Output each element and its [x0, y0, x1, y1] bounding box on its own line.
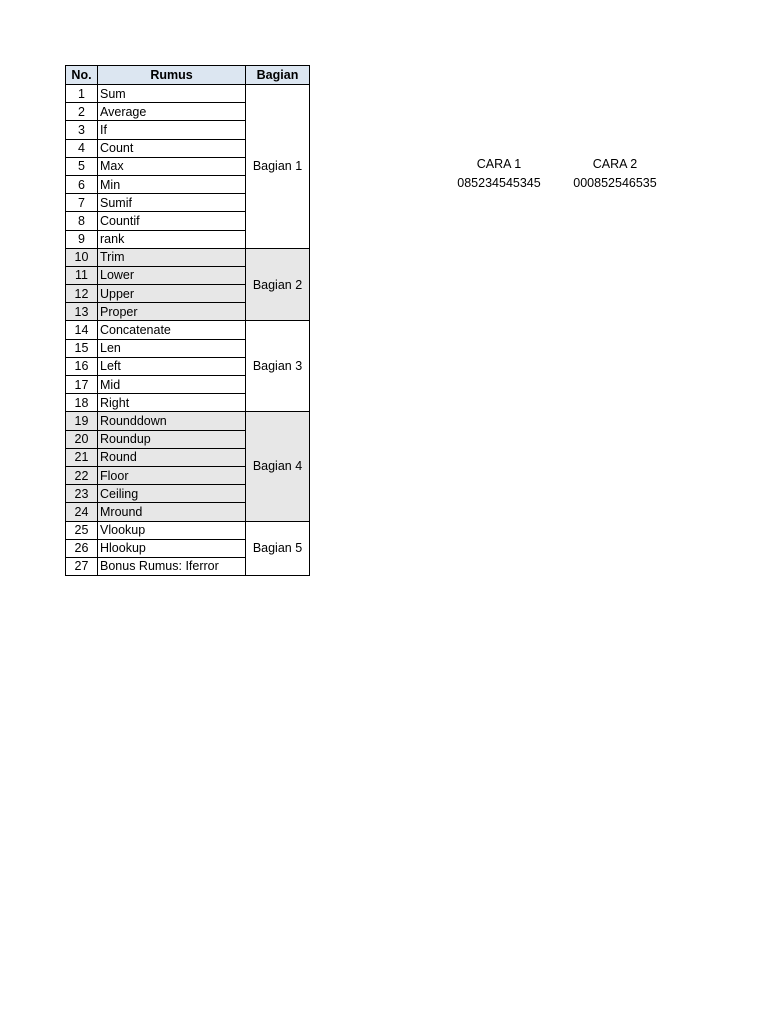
rumus-table	[65, 65, 310, 576]
row-number: 23	[66, 485, 98, 503]
bagian-group-label: Bagian 5	[246, 521, 310, 576]
bagian-group-label: Bagian 4	[246, 412, 310, 521]
rumus-name: Roundup	[98, 430, 246, 448]
rumus-name: Sum	[98, 85, 246, 103]
row-number: 8	[66, 212, 98, 230]
row-number: 3	[66, 121, 98, 139]
table-row	[66, 248, 310, 266]
rumus-name: Sumif	[98, 194, 246, 212]
rumus-name: Vlookup	[98, 521, 246, 539]
cara-2-value: 000852546535	[573, 176, 657, 190]
cara-1-label: CARA 1	[476, 157, 522, 171]
row-number: 7	[66, 194, 98, 212]
rumus-name: Concatenate	[98, 321, 246, 339]
rumus-name: Hlookup	[98, 539, 246, 557]
rumus-name: Countif	[98, 212, 246, 230]
row-number: 9	[66, 230, 98, 248]
row-number: 19	[66, 412, 98, 430]
table-row	[66, 412, 310, 430]
rumus-name: Right	[98, 394, 246, 412]
table-row	[66, 321, 310, 339]
table-row	[66, 85, 310, 103]
rumus-name: Trim	[98, 248, 246, 266]
cara-2-label: CARA 2	[592, 157, 638, 171]
table-body	[66, 85, 310, 576]
rumus-name: Floor	[98, 466, 246, 484]
row-number: 24	[66, 503, 98, 521]
row-number: 12	[66, 285, 98, 303]
rumus-name: Bonus Rumus: Iferror	[98, 557, 246, 575]
header-no: No.	[66, 66, 98, 85]
rumus-name: rank	[98, 230, 246, 248]
rumus-name: Mid	[98, 376, 246, 394]
rumus-name: Left	[98, 357, 246, 375]
table-header-row	[66, 66, 310, 85]
bagian-group-label: Bagian 2	[246, 248, 310, 321]
row-number: 22	[66, 466, 98, 484]
rumus-name: Lower	[98, 266, 246, 284]
row-number: 25	[66, 521, 98, 539]
row-number: 15	[66, 339, 98, 357]
rumus-name: Max	[98, 157, 246, 175]
row-number: 5	[66, 157, 98, 175]
row-number: 16	[66, 357, 98, 375]
bagian-group-label: Bagian 1	[246, 85, 310, 249]
rumus-name: Proper	[98, 303, 246, 321]
row-number: 20	[66, 430, 98, 448]
rumus-name: Round	[98, 448, 246, 466]
row-number: 14	[66, 321, 98, 339]
rumus-name: Count	[98, 139, 246, 157]
rumus-name: Average	[98, 103, 246, 121]
row-number: 4	[66, 139, 98, 157]
bagian-group-label: Bagian 3	[246, 321, 310, 412]
row-number: 21	[66, 448, 98, 466]
row-number: 10	[66, 248, 98, 266]
rumus-name: Mround	[98, 503, 246, 521]
header-bagian: Bagian	[246, 66, 310, 85]
cara-1-value: 085234545345	[457, 176, 541, 190]
rumus-name: Ceiling	[98, 485, 246, 503]
table-row	[66, 521, 310, 539]
row-number: 11	[66, 266, 98, 284]
row-number: 13	[66, 303, 98, 321]
row-number: 1	[66, 85, 98, 103]
rumus-name: Upper	[98, 285, 246, 303]
rumus-name: Len	[98, 339, 246, 357]
rumus-name: Min	[98, 175, 246, 193]
rumus-name: If	[98, 121, 246, 139]
row-number: 26	[66, 539, 98, 557]
row-number: 17	[66, 376, 98, 394]
header-rumus: Rumus	[98, 66, 246, 85]
rumus-name: Rounddown	[98, 412, 246, 430]
row-number: 18	[66, 394, 98, 412]
row-number: 27	[66, 557, 98, 575]
row-number: 2	[66, 103, 98, 121]
row-number: 6	[66, 175, 98, 193]
